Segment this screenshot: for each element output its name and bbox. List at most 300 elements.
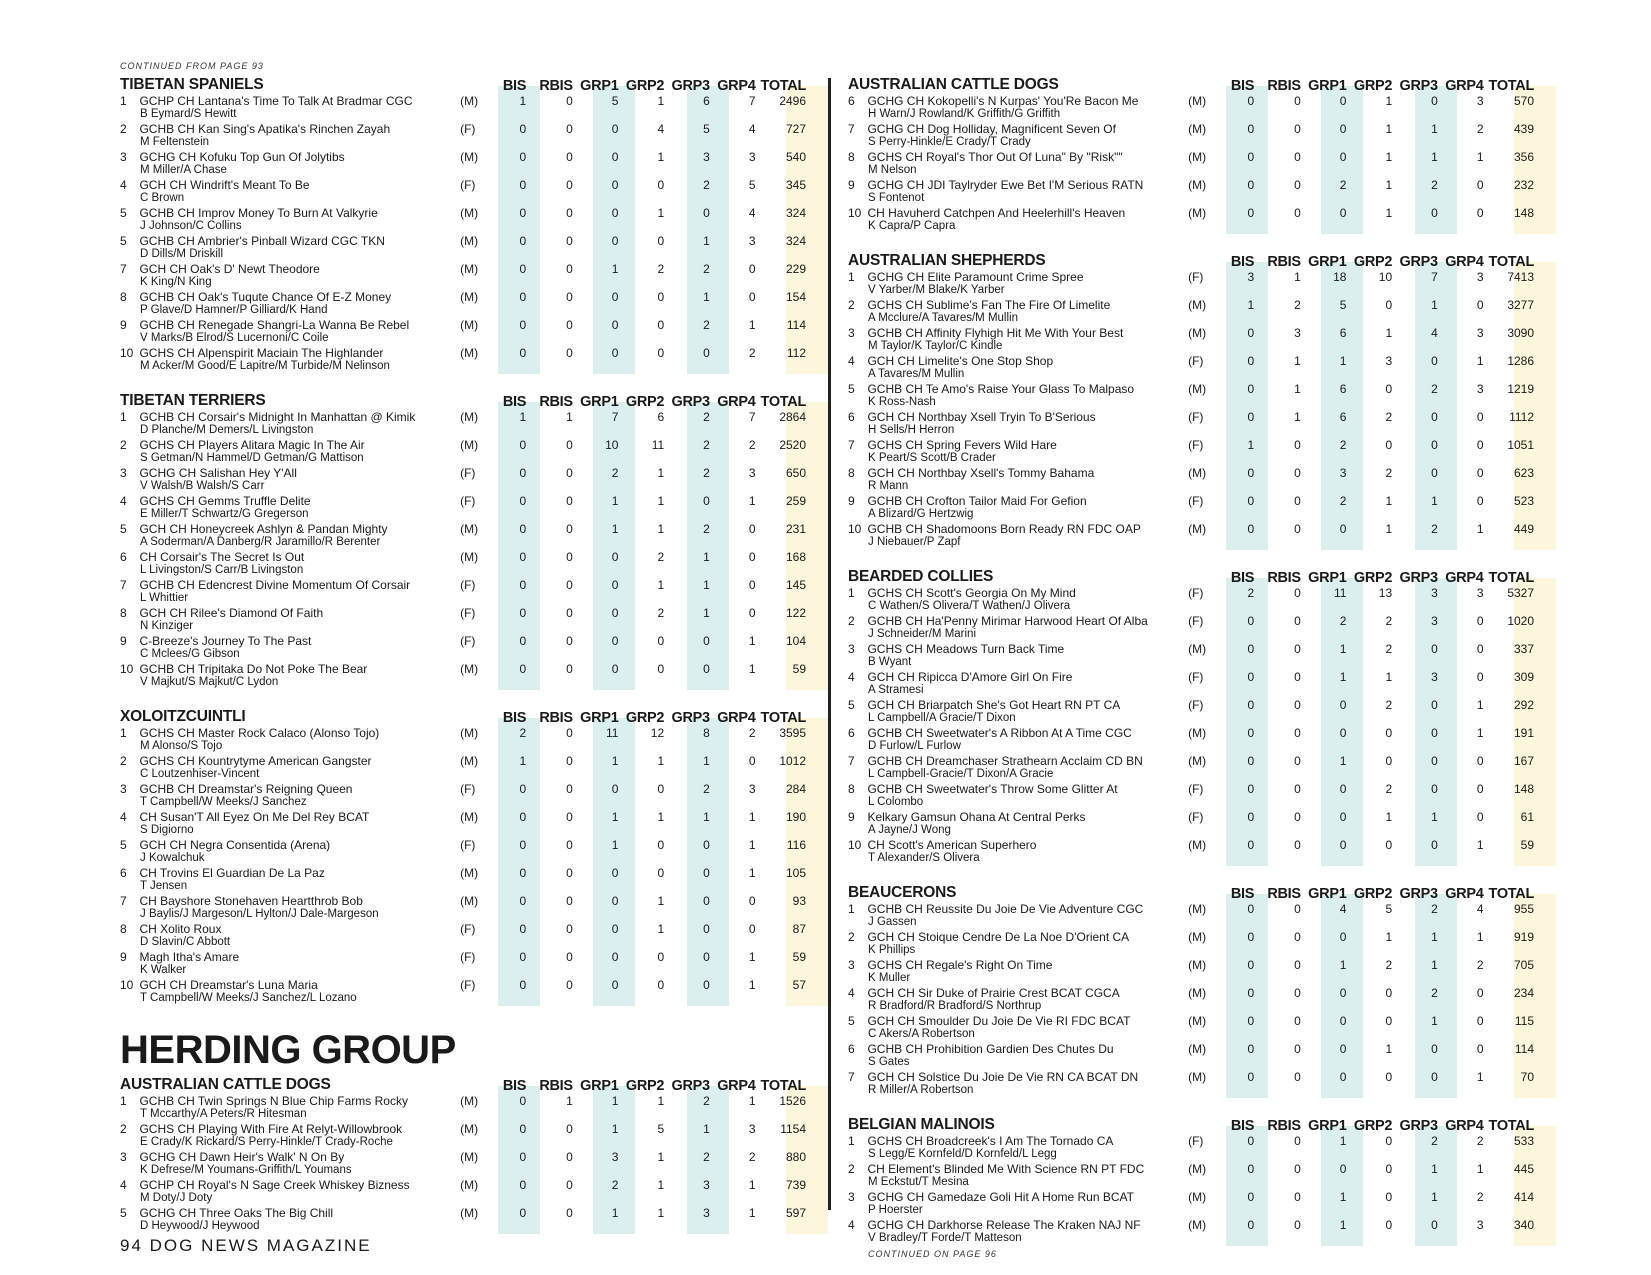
dog-name: GCH CH Northbay Xsell's Tommy Bahama bbox=[867, 466, 1095, 480]
stat-rbis: 0 bbox=[566, 726, 573, 740]
ranking-row bbox=[120, 1178, 806, 1206]
stat-grp3: 0 bbox=[1431, 642, 1438, 656]
stat-grp1: 1 bbox=[1339, 754, 1347, 768]
ranking-row bbox=[848, 382, 1534, 410]
stat-total: 1526 bbox=[779, 1094, 807, 1108]
breed-title: BELGIAN MALINOIS bbox=[848, 1116, 995, 1133]
stat-rbis: 0 bbox=[1294, 642, 1301, 656]
stat-grp4: 2 bbox=[748, 1150, 756, 1164]
stat-total: 87 bbox=[792, 922, 807, 936]
dog-name: GCH CH Stoique Cendre De La Noe D'Orient CA bbox=[867, 930, 1130, 944]
stat-grp4: 0 bbox=[1476, 206, 1484, 220]
stat-total: 292 bbox=[1514, 698, 1535, 712]
ranking-row bbox=[848, 902, 1534, 930]
owners: S Legg/E Kornfeld/D Kornfeld/L Legg bbox=[868, 1148, 1057, 1160]
stat-rbis: 0 bbox=[566, 318, 573, 332]
stat-grp1: 1 bbox=[1339, 642, 1347, 656]
stat-rbis: 0 bbox=[566, 94, 573, 108]
sex: (F) bbox=[1188, 586, 1204, 600]
stat-grp3: 2 bbox=[703, 262, 710, 276]
dog-name: GCH CH Rilee's Diamond Of Faith bbox=[139, 606, 324, 620]
sex: (M) bbox=[460, 866, 479, 880]
column-header-grp1: GRP1 bbox=[580, 394, 619, 410]
owners: M Miller/A Chase bbox=[140, 164, 227, 176]
stat-grp4: 0 bbox=[748, 894, 756, 908]
stat-grp1: 7 bbox=[611, 410, 619, 424]
stat-grp3: 2 bbox=[703, 410, 710, 424]
stat-grp4: 1 bbox=[1476, 1162, 1484, 1176]
sex: (F) bbox=[460, 606, 476, 620]
stat-grp2: 1 bbox=[657, 522, 665, 536]
column-header-grp4: GRP4 bbox=[717, 710, 756, 726]
stat-rbis: 0 bbox=[1294, 902, 1301, 916]
stat-grp3: 3 bbox=[1431, 670, 1438, 684]
owners: M Taylor/K Taylor/C Kindle bbox=[868, 340, 1003, 352]
stat-bis: 1 bbox=[519, 410, 527, 424]
ranking-row bbox=[120, 290, 806, 318]
dog-name: CH Havuherd Catchpen And Heelerhill's Heaven bbox=[867, 206, 1126, 220]
ranking-row bbox=[120, 838, 806, 866]
sex: (M) bbox=[1188, 642, 1207, 656]
stat-grp2: 1 bbox=[1385, 494, 1393, 508]
stat-grp1: 0 bbox=[1339, 522, 1347, 536]
column-header-total: TOTAL bbox=[1488, 570, 1535, 586]
breed-section bbox=[848, 884, 1534, 1098]
column-header-grp2: GRP2 bbox=[625, 710, 665, 726]
sex: (M) bbox=[1188, 326, 1207, 340]
dog-name: GCHS CH Royal's Thor Out Of Luna" By "Risk"" bbox=[867, 150, 1123, 164]
owners: L Colombo bbox=[868, 796, 924, 808]
rank: 9 bbox=[120, 634, 127, 648]
stat-rbis: 0 bbox=[566, 290, 573, 304]
ranking-row bbox=[848, 930, 1534, 958]
dog-name: GCHB CH Ambrier's Pinball Wizard CGC TKN bbox=[139, 234, 385, 248]
stat-rbis: 0 bbox=[1294, 838, 1301, 852]
stat-grp3: 0 bbox=[1431, 782, 1438, 796]
owners: V Yarber/M Blake/K Yarber bbox=[868, 284, 1005, 296]
stat-grp2: 0 bbox=[1385, 1014, 1393, 1028]
rank: 6 bbox=[848, 410, 855, 424]
stat-grp2: 1 bbox=[657, 810, 665, 824]
rank: 5 bbox=[120, 838, 127, 852]
dog-name: GCHB CH Ha'Penny Mirimar Harwood Heart Of Alba bbox=[867, 614, 1148, 628]
sex: (M) bbox=[1188, 1014, 1207, 1028]
stat-bis: 0 bbox=[519, 122, 527, 136]
stat-grp4: 0 bbox=[1476, 1014, 1484, 1028]
stat-grp3: 2 bbox=[703, 782, 710, 796]
section-header bbox=[848, 1116, 1534, 1134]
stat-rbis: 0 bbox=[566, 262, 573, 276]
stat-grp1: 3 bbox=[611, 1150, 619, 1164]
stat-bis: 0 bbox=[519, 922, 527, 936]
stat-bis: 0 bbox=[519, 550, 527, 564]
stat-grp2: 0 bbox=[1385, 838, 1393, 852]
stat-rbis: 0 bbox=[566, 494, 573, 508]
rank: 1 bbox=[848, 1134, 855, 1148]
ranking-row bbox=[120, 262, 806, 290]
stat-grp2: 3 bbox=[1385, 354, 1393, 368]
sex: (F) bbox=[460, 950, 476, 964]
dog-name: GCHG CH Darkhorse Release The Kraken NAJ NF bbox=[867, 1218, 1141, 1232]
stat-bis: 0 bbox=[1247, 986, 1255, 1000]
owners: V Bradley/T Forde/T Matteson bbox=[868, 1232, 1022, 1244]
stat-grp3: 0 bbox=[1431, 754, 1438, 768]
stat-rbis: 0 bbox=[566, 1150, 573, 1164]
herding-group-block bbox=[120, 1028, 806, 1234]
sex: (M) bbox=[1188, 1190, 1207, 1204]
stat-grp4: 1 bbox=[1476, 522, 1484, 536]
owners: D Planche/M Demers/L Livingston bbox=[140, 424, 314, 436]
stat-bis: 0 bbox=[519, 1178, 527, 1192]
continued-from-note: CONTINUED FROM PAGE 93 bbox=[120, 61, 264, 71]
dog-name: GCHS CH Master Rock Calaco (Alonso Tojo) bbox=[139, 726, 380, 740]
stat-total: 57 bbox=[792, 978, 807, 992]
stat-grp3: 1 bbox=[703, 606, 710, 620]
sex: (M) bbox=[460, 410, 479, 424]
stat-rbis: 0 bbox=[1294, 466, 1301, 480]
stat-grp2: 0 bbox=[1385, 298, 1393, 312]
owners: M Acker/M Good/E Lapitre/M Turbide/M Nelinson bbox=[140, 360, 390, 372]
ranking-row bbox=[848, 354, 1534, 382]
column-header-grp1: GRP1 bbox=[580, 710, 619, 726]
stat-grp4: 3 bbox=[1476, 94, 1484, 108]
stat-grp3: 2 bbox=[703, 466, 710, 480]
stat-grp4: 7 bbox=[748, 94, 756, 108]
stat-grp2: 2 bbox=[1385, 642, 1393, 656]
stat-grp4: 1 bbox=[748, 1178, 756, 1192]
stat-grp1: 2 bbox=[611, 466, 619, 480]
stat-rbis: 0 bbox=[566, 346, 573, 360]
stat-grp3: 2 bbox=[703, 1094, 710, 1108]
ranking-row bbox=[848, 150, 1534, 178]
stat-grp1: 5 bbox=[1339, 298, 1347, 312]
dog-name: GCH CH Ripicca D'Amore Girl On Fire bbox=[867, 670, 1073, 684]
section-gap bbox=[848, 1098, 1534, 1112]
ranking-row bbox=[848, 1134, 1534, 1162]
rank: 7 bbox=[848, 754, 855, 768]
stat-total: 114 bbox=[786, 318, 807, 332]
owners: E Crady/K Rickard/S Perry-Hinkle/T Crady-Roche bbox=[140, 1136, 393, 1148]
stat-rbis: 0 bbox=[1294, 670, 1301, 684]
ranking-row bbox=[120, 234, 806, 262]
ranking-row bbox=[848, 1162, 1534, 1190]
dog-name: GCHB CH Sweetwater's A Ribbon At A Time CGC bbox=[867, 726, 1132, 740]
stat-bis: 0 bbox=[519, 318, 527, 332]
dog-name: GCHG CH Kokopelli's N Kurpas' You'Re Bacon Me bbox=[867, 94, 1139, 108]
owners: K Capra/P Capra bbox=[868, 220, 956, 232]
stat-total: 232 bbox=[1514, 178, 1535, 192]
sex: (M) bbox=[1188, 986, 1207, 1000]
stat-bis: 0 bbox=[519, 634, 527, 648]
ranking-row bbox=[120, 410, 806, 438]
stat-total: 191 bbox=[1514, 726, 1535, 740]
stat-grp4: 1 bbox=[1476, 726, 1484, 740]
stat-total: 112 bbox=[786, 346, 807, 360]
stat-total: 234 bbox=[1514, 986, 1535, 1000]
column-header-grp4: GRP4 bbox=[717, 78, 756, 94]
stat-bis: 0 bbox=[1247, 670, 1255, 684]
stat-grp4: 0 bbox=[748, 290, 756, 304]
stat-bis: 0 bbox=[519, 810, 527, 824]
owners: K Ross-Nash bbox=[868, 396, 936, 408]
stat-rbis: 0 bbox=[566, 978, 573, 992]
stat-grp3: 1 bbox=[703, 810, 710, 824]
stat-grp1: 6 bbox=[1339, 382, 1347, 396]
stat-rbis: 0 bbox=[1294, 986, 1301, 1000]
rank: 1 bbox=[848, 270, 855, 284]
column-header-grp3: GRP3 bbox=[671, 394, 710, 410]
column-header-bis: BIS bbox=[502, 1078, 527, 1094]
sex: (M) bbox=[460, 262, 479, 276]
stat-grp4: 1 bbox=[748, 662, 756, 676]
dog-line bbox=[120, 290, 806, 304]
dog-line bbox=[120, 726, 806, 740]
column-header-total: TOTAL bbox=[1488, 886, 1535, 902]
sex: (M) bbox=[1188, 1042, 1207, 1056]
stat-grp3: 2 bbox=[703, 438, 710, 452]
stat-grp4: 0 bbox=[748, 606, 756, 620]
rank: 7 bbox=[120, 262, 127, 276]
breed-section bbox=[120, 1076, 806, 1234]
stat-grp2: 0 bbox=[1385, 438, 1393, 452]
column-header-grp4: GRP4 bbox=[1445, 78, 1484, 94]
owners: V Majkut/S Majkut/C Lydon bbox=[140, 676, 279, 688]
stat-rbis: 0 bbox=[566, 1206, 573, 1220]
stat-grp3: 1 bbox=[703, 578, 710, 592]
stat-grp4: 1 bbox=[1476, 838, 1484, 852]
stat-grp1: 0 bbox=[1339, 726, 1347, 740]
owners: C Wathen/S Olivera/T Wathen/J Olivera bbox=[868, 600, 1071, 612]
stat-grp2: 2 bbox=[1385, 782, 1393, 796]
stat-total: 167 bbox=[1514, 754, 1535, 768]
section-header bbox=[848, 76, 1534, 94]
stat-grp3: 0 bbox=[1431, 1218, 1438, 1232]
dog-name: GCHB CH Affinity Flyhigh Hit Me With Your Best bbox=[867, 326, 1124, 340]
stat-grp3: 2 bbox=[1431, 902, 1438, 916]
sex: (M) bbox=[460, 726, 479, 740]
stat-grp4: 2 bbox=[1476, 122, 1484, 136]
stat-rbis: 0 bbox=[1294, 698, 1301, 712]
stat-grp4: 3 bbox=[1476, 1218, 1484, 1232]
stat-grp1: 0 bbox=[1339, 150, 1347, 164]
stat-grp1: 0 bbox=[611, 662, 619, 676]
column-header-grp2: GRP2 bbox=[625, 78, 665, 94]
dog-name: GCHG CH Dog Holliday, Magnificent Seven Of bbox=[867, 122, 1116, 136]
rank: 6 bbox=[848, 94, 855, 108]
stat-grp3: 1 bbox=[1431, 122, 1438, 136]
owners: S Fontenot bbox=[868, 192, 925, 204]
stat-rbis: 0 bbox=[1294, 1218, 1301, 1232]
stat-grp1: 0 bbox=[611, 290, 619, 304]
dog-line bbox=[120, 894, 806, 908]
stat-grp2: 1 bbox=[657, 466, 665, 480]
stat-grp2: 1 bbox=[657, 922, 665, 936]
stat-grp3: 0 bbox=[1431, 838, 1438, 852]
stat-grp4: 0 bbox=[1476, 1042, 1484, 1056]
stat-grp4: 0 bbox=[1476, 670, 1484, 684]
dog-line bbox=[848, 438, 1534, 452]
dog-name: GCHB CH Improv Money To Burn At Valkyrie bbox=[139, 206, 378, 220]
stat-grp1: 1 bbox=[611, 494, 619, 508]
stat-grp1: 1 bbox=[611, 1122, 619, 1136]
column-header-grp4: GRP4 bbox=[1445, 570, 1484, 586]
stat-grp2: 1 bbox=[1385, 930, 1393, 944]
dog-line bbox=[120, 922, 806, 936]
dog-name: GCHS CH Kountrytyme American Gangster bbox=[139, 754, 372, 768]
ranking-row bbox=[848, 986, 1534, 1014]
section-gap bbox=[848, 234, 1534, 248]
stat-rbis: 0 bbox=[566, 438, 573, 452]
column-header-grp2: GRP2 bbox=[1353, 1118, 1393, 1134]
column-header-bis: BIS bbox=[1230, 254, 1255, 270]
stat-bis: 1 bbox=[519, 754, 527, 768]
stat-rbis: 0 bbox=[1294, 1014, 1301, 1028]
rank: 7 bbox=[848, 122, 855, 136]
rank: 9 bbox=[848, 810, 855, 824]
ranking-row bbox=[848, 410, 1534, 438]
section-header bbox=[848, 884, 1534, 902]
rank: 5 bbox=[120, 1206, 127, 1220]
rank: 3 bbox=[120, 1150, 127, 1164]
stat-grp1: 1 bbox=[1339, 1134, 1347, 1148]
column-header-bis: BIS bbox=[1230, 78, 1255, 94]
stat-grp3: 1 bbox=[703, 754, 710, 768]
dog-name: GCHB CH Dreamchaser Strathearn Acclaim CD BN bbox=[867, 754, 1143, 768]
dog-name: Kelkary Gamsun Ohana At Central Perks bbox=[867, 810, 1086, 824]
page-footer: 94 DOG NEWS MAGAZINE bbox=[120, 1236, 372, 1255]
column-header-bis: BIS bbox=[1230, 886, 1255, 902]
column-header-grp1: GRP1 bbox=[580, 78, 619, 94]
stat-rbis: 0 bbox=[1294, 586, 1301, 600]
stat-grp3: 0 bbox=[1431, 1042, 1438, 1056]
stat-grp2: 4 bbox=[657, 122, 665, 136]
stat-grp1: 11 bbox=[606, 726, 619, 740]
stat-grp3: 1 bbox=[1431, 1190, 1438, 1204]
stat-grp3: 1 bbox=[1431, 1162, 1438, 1176]
breed-title: BEAUCERONS bbox=[848, 884, 957, 901]
rank: 2 bbox=[848, 930, 855, 944]
section-gap bbox=[120, 690, 806, 704]
stat-total: 1012 bbox=[779, 754, 807, 768]
ranking-row bbox=[848, 522, 1534, 550]
dog-line bbox=[848, 810, 1534, 824]
sex: (M) bbox=[460, 810, 479, 824]
ranking-row bbox=[848, 494, 1534, 522]
stat-rbis: 0 bbox=[566, 578, 573, 592]
dog-line bbox=[848, 930, 1534, 944]
column-header-rbis: RBIS bbox=[1267, 570, 1301, 586]
breed-section bbox=[848, 568, 1534, 866]
stat-grp2: 0 bbox=[1385, 986, 1393, 1000]
stat-rbis: 0 bbox=[566, 466, 573, 480]
stat-grp2: 2 bbox=[1385, 698, 1393, 712]
stat-grp3: 0 bbox=[1431, 206, 1438, 220]
stat-total: 122 bbox=[786, 606, 807, 620]
rank: 1 bbox=[120, 94, 127, 108]
sex: (F) bbox=[460, 578, 476, 592]
stat-rbis: 0 bbox=[1294, 206, 1301, 220]
stat-total: 533 bbox=[1514, 1134, 1535, 1148]
stat-grp1: 0 bbox=[611, 606, 619, 620]
stat-grp4: 1 bbox=[748, 838, 756, 852]
stat-grp4: 1 bbox=[748, 318, 756, 332]
column-header-grp4: GRP4 bbox=[717, 1078, 756, 1094]
dog-line bbox=[848, 206, 1534, 220]
stat-total: 59 bbox=[792, 662, 807, 676]
breed-section bbox=[120, 76, 806, 374]
stat-rbis: 0 bbox=[566, 782, 573, 796]
stat-bis: 0 bbox=[519, 438, 527, 452]
stat-grp1: 6 bbox=[1339, 410, 1347, 424]
dog-name: GCH CH Smoulder Du Joie De Vie RI FDC BCAT bbox=[867, 1014, 1131, 1028]
dog-line bbox=[848, 150, 1534, 164]
dog-line bbox=[120, 262, 806, 276]
stat-grp3: 0 bbox=[703, 922, 710, 936]
breed-section bbox=[120, 708, 806, 1006]
dog-name: GCH CH Northbay Xsell Tryin To B'Serious bbox=[867, 410, 1096, 424]
rank: 2 bbox=[848, 1162, 855, 1176]
stat-grp1: 0 bbox=[611, 634, 619, 648]
ranking-row bbox=[120, 662, 806, 690]
stat-grp3: 1 bbox=[1431, 494, 1438, 508]
sex: (F) bbox=[1188, 438, 1204, 452]
owners: T Alexander/S Olivera bbox=[868, 852, 980, 864]
stat-bis: 0 bbox=[1247, 726, 1255, 740]
stat-grp2: 0 bbox=[657, 782, 665, 796]
sex: (M) bbox=[1188, 838, 1207, 852]
stat-total: 324 bbox=[786, 206, 807, 220]
ranking-row bbox=[120, 346, 806, 374]
spacer bbox=[848, 60, 1534, 72]
column-header-bis: BIS bbox=[1230, 1118, 1255, 1134]
dog-name: GCHB CH Renegade Shangri-La Wanna Be Rebel bbox=[139, 318, 410, 332]
dog-line bbox=[120, 438, 806, 452]
stat-grp3: 2 bbox=[1431, 382, 1438, 396]
rank: 4 bbox=[120, 810, 127, 824]
stat-rbis: 0 bbox=[566, 662, 573, 676]
stat-grp4: 3 bbox=[748, 782, 756, 796]
stat-bis: 0 bbox=[1247, 466, 1255, 480]
stat-grp3: 1 bbox=[1431, 298, 1438, 312]
stat-grp1: 0 bbox=[1339, 1014, 1347, 1028]
owners: V Walsh/B Walsh/S Carr bbox=[140, 480, 265, 492]
rank: 10 bbox=[848, 206, 862, 220]
stat-grp1: 1 bbox=[611, 838, 619, 852]
stat-grp3: 0 bbox=[703, 634, 710, 648]
sex: (M) bbox=[460, 1122, 479, 1136]
stat-total: 2520 bbox=[779, 438, 807, 452]
stat-bis: 0 bbox=[519, 206, 527, 220]
stat-rbis: 0 bbox=[566, 1178, 573, 1192]
stat-grp1: 1 bbox=[611, 522, 619, 536]
owners: K Walker bbox=[140, 964, 187, 976]
breed-title: XOLOITZCUINTLI bbox=[120, 708, 246, 725]
stat-total: 439 bbox=[1514, 122, 1535, 136]
dog-name: C-Breeze's Journey To The Past bbox=[139, 634, 312, 648]
stat-grp4: 3 bbox=[1476, 586, 1484, 600]
rank: 8 bbox=[120, 290, 127, 304]
column-header-bis: BIS bbox=[1230, 570, 1255, 586]
stat-grp3: 1 bbox=[703, 550, 710, 564]
stat-total: 284 bbox=[786, 782, 807, 796]
stat-grp4: 0 bbox=[1476, 782, 1484, 796]
stat-grp3: 0 bbox=[1431, 410, 1438, 424]
stat-grp1: 0 bbox=[1339, 810, 1347, 824]
stat-grp4: 1 bbox=[748, 634, 756, 648]
ranking-row bbox=[120, 754, 806, 782]
stat-total: 59 bbox=[792, 950, 807, 964]
dog-line bbox=[120, 150, 806, 164]
